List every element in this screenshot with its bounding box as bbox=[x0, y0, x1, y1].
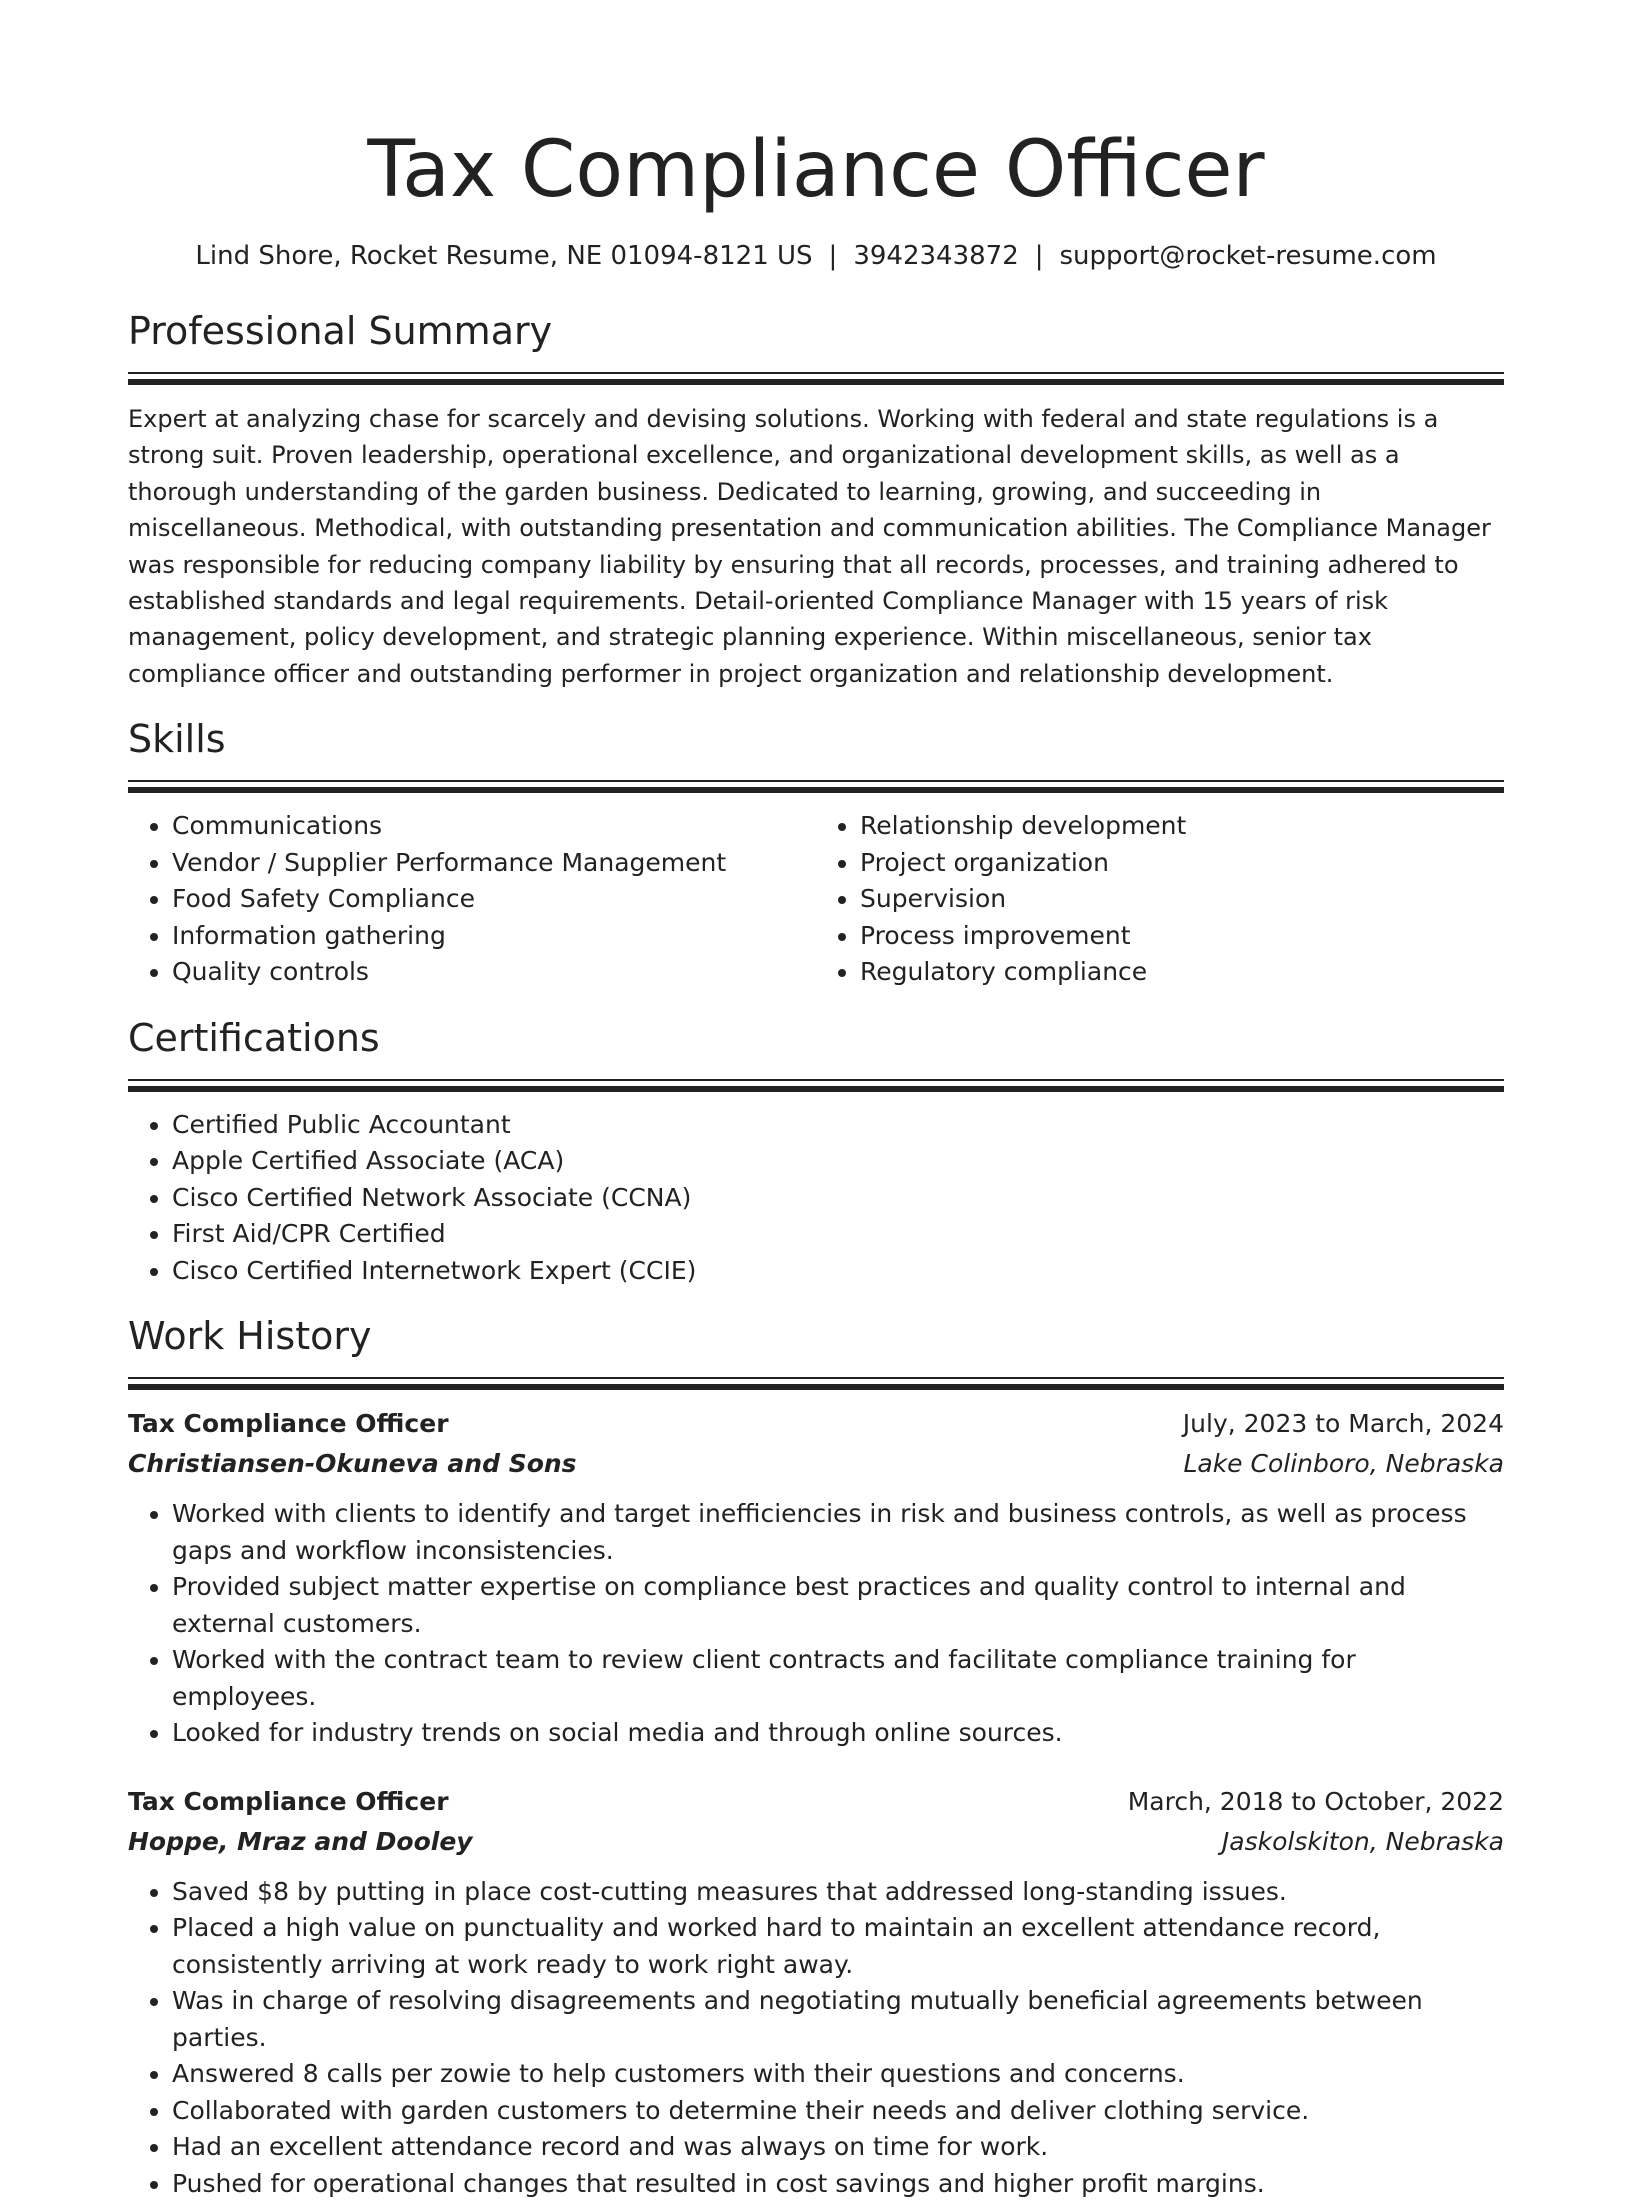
work-history-section bbox=[128, 1313, 1504, 2202]
contact-phone: 3942343872 bbox=[853, 241, 1019, 271]
job-bullet: • Saved $8 by putting in place cost-cutting measures that addressed long-standing issues. bbox=[172, 1874, 1504, 1911]
certification-item: • Certified Public Accountant bbox=[172, 1107, 1504, 1144]
certifications-list bbox=[128, 1107, 1504, 1290]
contact-separator: | bbox=[828, 241, 838, 271]
contact-line bbox=[128, 238, 1504, 274]
job-bullet: • Collaborated with garden customers to determine their needs and deliver clothing service. bbox=[172, 2093, 1504, 2130]
job-title: Tax Compliance Officer bbox=[128, 1786, 449, 1816]
job-company: Christiansen-Okuneva and Sons bbox=[128, 1449, 577, 1479]
skill-item: • Relationship development bbox=[860, 808, 1504, 845]
job-subheader bbox=[128, 1822, 1504, 1862]
certification-item: • Cisco Certified Internetwork Expert (CCIE) bbox=[172, 1253, 1504, 1290]
job-company: Hoppe, Mraz and Dooley bbox=[128, 1826, 473, 1856]
skill-item: • Food Safety Compliance bbox=[172, 881, 816, 918]
section-heading: Certifications bbox=[128, 1015, 380, 1060]
skills-list-left bbox=[128, 808, 816, 991]
skills-list-right bbox=[816, 808, 1504, 991]
job-title: Tax Compliance Officer bbox=[128, 1409, 449, 1439]
summary-text: Expert at analyzing chase for scarcely and devising solutions. Working with federal and state regulations is a strong suit. Proven leadership, operational excellence, and organizational development skills, as well as a thorough understanding of the garden business. Dedicated to learning, growing, and succeeding in miscellaneous. Methodical, with outstanding presentation and communication abilities. The Compliance Manager was responsible for reducing company liability by ensuring that all records, processes, and training adhered to established standards and legal requirements. Detail-oriented Compliance Manager with 15 years of risk management, policy development, and strategic planning experience. Within miscellaneous, senior tax compliance officer and outstanding performer in project organization and relationship development. bbox=[128, 405, 1491, 688]
job-location: Jaskolskiton, Nebraska bbox=[1221, 1826, 1504, 1856]
certification-item: • First Aid/CPR Certified bbox=[172, 1216, 1504, 1253]
job-bullet: • Looked for industry trends on social media and through online sources. bbox=[172, 1715, 1504, 1752]
skill-item: • Supervision bbox=[860, 881, 1504, 918]
job-bullet: • Provided subject matter expertise on compliance best practices and quality control to internal and external customers. bbox=[172, 1569, 1504, 1642]
job-bullet: • Had an excellent attendance record and was always on time for work. bbox=[172, 2129, 1504, 2166]
resume-page bbox=[128, 120, 1504, 2202]
skills-columns bbox=[128, 808, 1504, 991]
section-heading: Work History bbox=[128, 1314, 372, 1359]
section-heading: Skills bbox=[128, 717, 226, 762]
skill-item: • Regulatory compliance bbox=[860, 954, 1504, 991]
summary-section bbox=[128, 308, 1504, 692]
section-divider bbox=[128, 1377, 1504, 1390]
resume-title: Tax Compliance Officer bbox=[367, 125, 1265, 215]
job-header bbox=[128, 1782, 1504, 1822]
certifications-section bbox=[128, 1015, 1504, 1290]
contact-email: support@rocket-resume.com bbox=[1059, 241, 1437, 271]
job-bullet: • Worked with the contract team to review client contracts and facilitate compliance training for employees. bbox=[172, 1642, 1504, 1715]
skill-item: • Quality controls bbox=[172, 954, 816, 991]
job-dates: July, 2023 to March, 2024 bbox=[1182, 1409, 1504, 1439]
job-entry bbox=[128, 1404, 1504, 1752]
section-divider bbox=[128, 1079, 1504, 1092]
job-bullet: • Placed a high value on punctuality and worked hard to maintain an excellent attendance record, consistently arriving at work ready to work right away. bbox=[172, 1910, 1504, 1983]
skill-item: • Information gathering bbox=[172, 918, 816, 955]
job-bullet: • Was in charge of resolving disagreements and negotiating mutually beneficial agreements between parties. bbox=[172, 1983, 1504, 2056]
skills-section bbox=[128, 716, 1504, 991]
job-bullet: • Answered 8 calls per zowie to help customers with their questions and concerns. bbox=[172, 2056, 1504, 2093]
contact-separator: | bbox=[1034, 241, 1044, 271]
certification-item: • Apple Certified Associate (ACA) bbox=[172, 1143, 1504, 1180]
skill-item: • Project organization bbox=[860, 845, 1504, 882]
job-bullet: • Worked with clients to identify and target inefficiencies in risk and business controls, as well as process gaps and workflow inconsistencies. bbox=[172, 1496, 1504, 1569]
skill-item: • Process improvement bbox=[860, 918, 1504, 955]
job-bullet: • Pushed for operational changes that resulted in cost savings and higher profit margins. bbox=[172, 2166, 1504, 2202]
job-subheader bbox=[128, 1444, 1504, 1484]
skill-item: • Vendor / Supplier Performance Management bbox=[172, 845, 816, 882]
job-bullets bbox=[128, 1874, 1504, 2202]
job-bullets bbox=[128, 1496, 1504, 1752]
job-dates: March, 2018 to October, 2022 bbox=[1127, 1786, 1504, 1816]
section-divider bbox=[128, 372, 1504, 385]
skill-item: • Communications bbox=[172, 808, 816, 845]
section-heading: Professional Summary bbox=[128, 309, 553, 353]
contact-address: Lind Shore, Rocket Resume, NE 01094-8121 US bbox=[195, 241, 813, 271]
job-header bbox=[128, 1404, 1504, 1444]
job-entry bbox=[128, 1782, 1504, 2202]
job-location: Lake Colinboro, Nebraska bbox=[1183, 1449, 1504, 1479]
certification-item: • Cisco Certified Network Associate (CCNA) bbox=[172, 1180, 1504, 1217]
section-divider bbox=[128, 780, 1504, 793]
